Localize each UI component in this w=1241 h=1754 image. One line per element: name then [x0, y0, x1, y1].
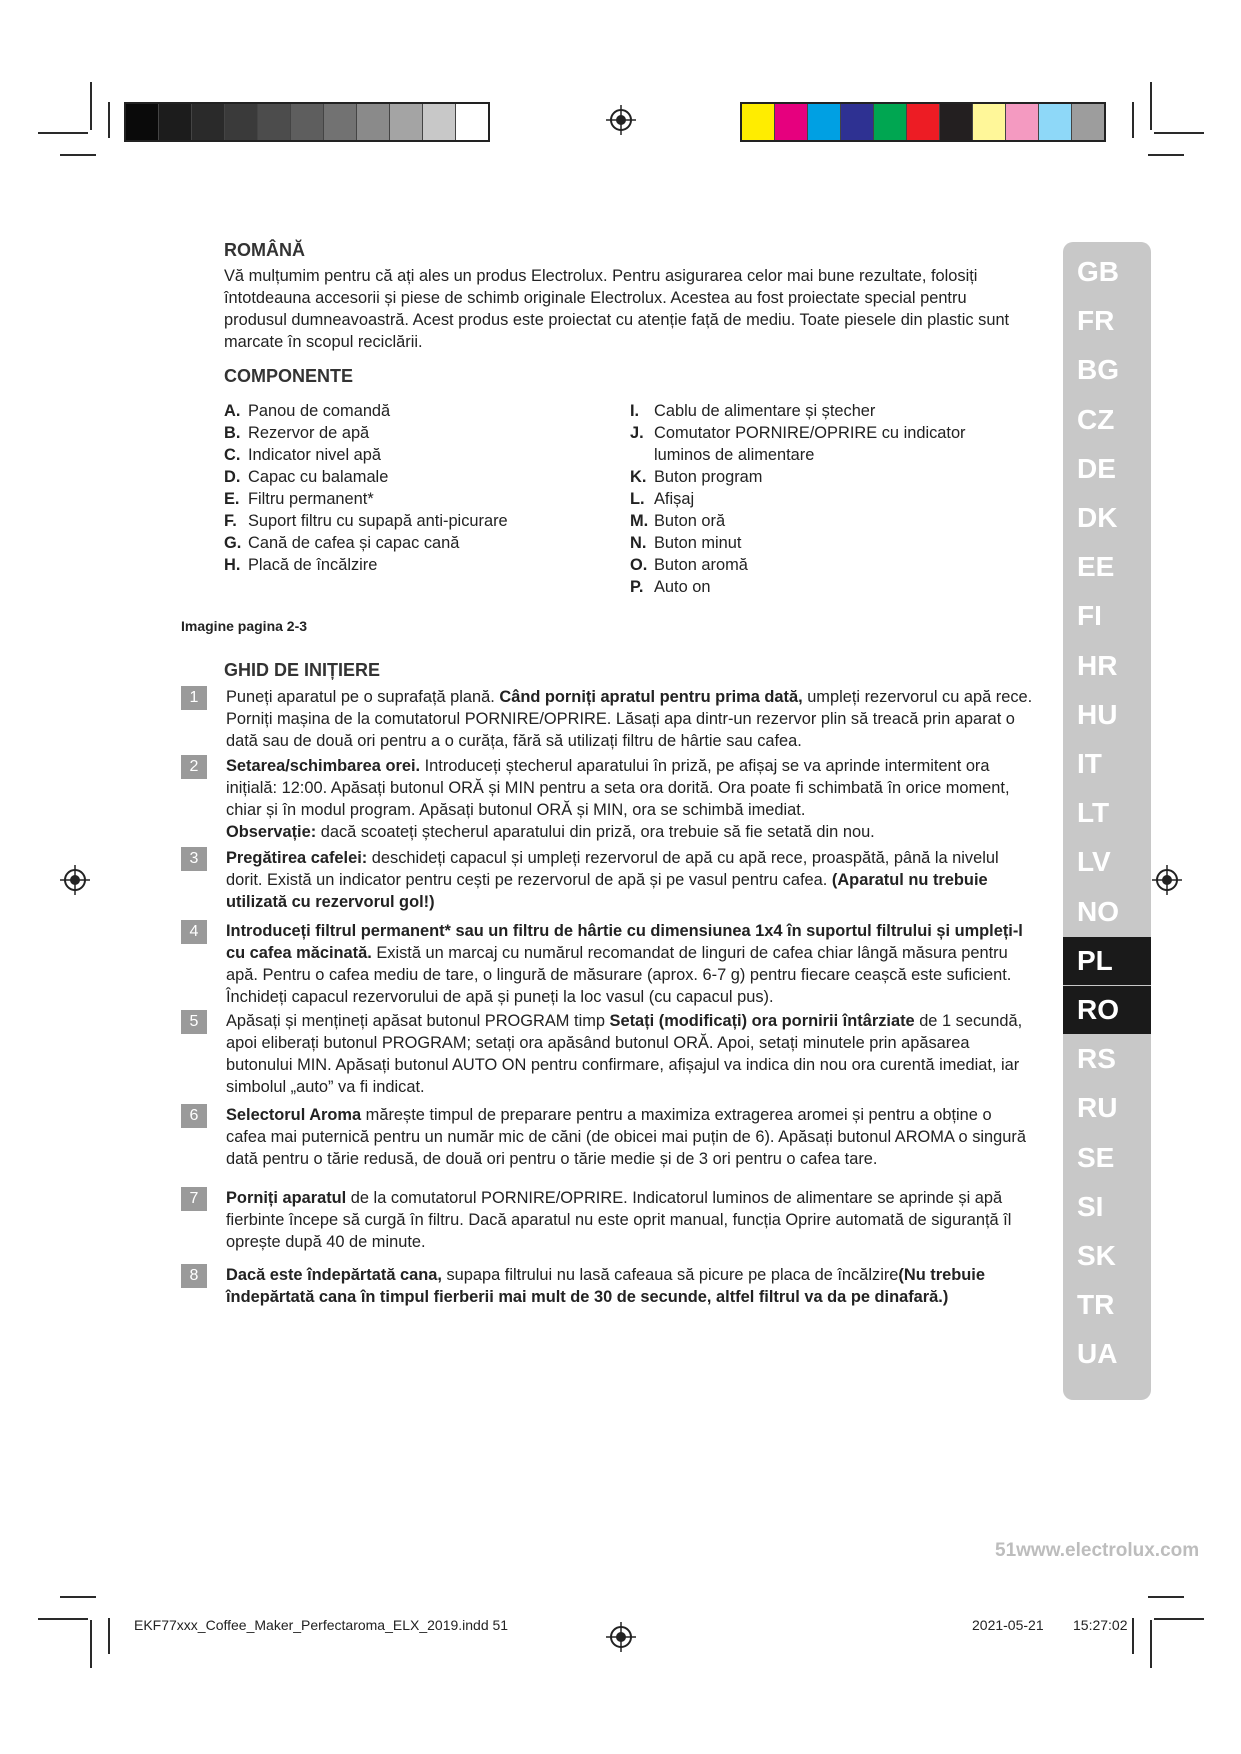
language-tab-sk[interactable]: SK: [1077, 1240, 1116, 1271]
language-tab-lv[interactable]: LV: [1077, 846, 1111, 877]
color-swatch: [940, 104, 973, 140]
component-key: F.: [224, 512, 237, 530]
color-swatch: [126, 104, 159, 140]
component-key: B.: [224, 424, 241, 442]
component-item: [224, 554, 604, 576]
component-key: I.: [630, 402, 640, 420]
component-label: Buton oră: [654, 512, 726, 530]
step-body-text: de la comutatorul PORNIRE/OPRIRE. Indicatorul luminos de alimentare se aprinde și apă fierbinte începe să curgă în filtru. Dacă aparatul nu este oprit manual, funcția Oprire automată de siguranță îl oprește după 40 de minute.: [226, 1189, 1012, 1251]
crop-mark: [1150, 82, 1152, 130]
crop-mark: [1154, 132, 1204, 134]
component-key: A.: [224, 402, 241, 420]
component-key: D.: [224, 468, 241, 486]
process-color-bar: [740, 102, 1106, 142]
step-bold-note: (Aparatul nu trebuie utilizată cu rezervorul gol!): [226, 871, 988, 911]
crop-mark: [60, 1596, 96, 1598]
component-label: Indicator nivel apă: [248, 446, 382, 464]
language-tab-it[interactable]: IT: [1077, 748, 1102, 779]
crop-mark: [1150, 1620, 1152, 1668]
component-key: L.: [630, 490, 645, 508]
component-item: [630, 510, 1000, 532]
registration-mark-icon: [606, 1622, 636, 1652]
color-swatch: [291, 104, 324, 140]
step-text: [226, 686, 1033, 752]
color-swatch: [973, 104, 1006, 140]
crop-mark: [1132, 1618, 1134, 1654]
step-bold-text: Dacă este îndepărtată cana,: [226, 1266, 442, 1284]
step-text: [226, 1104, 1033, 1170]
language-tab-bg[interactable]: BG: [1077, 354, 1119, 385]
guide-title: GHID DE INIȚIERE: [224, 660, 381, 680]
crop-mark: [90, 1620, 92, 1668]
footer-date: 2021-05-21: [972, 1617, 1044, 1633]
step-pre-text: Apăsați și mențineți apăsat butonul PROGRAM timp: [226, 1012, 610, 1030]
step-body-text: mărește timpul de preparare pentru a maximiza extragerea aromei și pentru a obține o cafea mai puternică pentru un număr mic de căni (de obicei mai puțin de 6). Apăsați butonul AROMA o singură dată pentru o tărie redusă, de două ori pentru o tărie medie și de 3 ori pentru o cafea tare.: [226, 1106, 1026, 1168]
guide-step: [181, 920, 1033, 1008]
crop-mark: [90, 82, 92, 130]
component-key: M.: [630, 512, 649, 530]
step-note-label: Observație:: [226, 823, 317, 841]
step-bold-text: Introduceți filtrul permanent* sau un filtru de hârtie cu dimensiunea 1x4 în suportul filtrului și umpleți-l cu cafea măcinată.: [226, 922, 1023, 962]
step-number-badge: 3: [181, 847, 207, 871]
language-tab-cz[interactable]: CZ: [1077, 404, 1115, 435]
image-note: Imagine pagina 2-3: [181, 618, 308, 634]
component-label: Placă de încălzire: [248, 556, 378, 574]
crop-mark: [1148, 154, 1184, 156]
color-swatch: [423, 104, 456, 140]
language-tab-ua[interactable]: UA: [1077, 1338, 1118, 1369]
guide-step: [181, 1264, 1033, 1308]
language-tab-tr[interactable]: TR: [1077, 1289, 1115, 1320]
component-label: Auto on: [654, 578, 711, 596]
language-tab-no[interactable]: NO: [1077, 896, 1119, 927]
component-item: [224, 400, 604, 422]
guide-step: [181, 1187, 1033, 1253]
color-swatch: [874, 104, 907, 140]
language-tab-gb[interactable]: GB: [1077, 256, 1119, 287]
component-item: [224, 488, 604, 510]
crop-mark: [38, 1618, 88, 1620]
components-title: COMPONENTE: [224, 366, 354, 386]
guide-step: [181, 686, 1033, 752]
component-item: [224, 422, 604, 444]
guide-step: [181, 1010, 1033, 1098]
step-text: [226, 847, 1033, 913]
component-item: [224, 510, 604, 532]
component-label: Buton program: [654, 468, 763, 486]
component-key: O.: [630, 556, 648, 574]
component-label: Capac cu balamale: [248, 468, 389, 486]
step-bold-note: (Nu trebuie îndepărtată cana în timpul fierberii mai mult de 30 de secunde, altfel filtrul va da pe dinafară.): [226, 1266, 985, 1306]
language-tab-si[interactable]: SI: [1077, 1191, 1104, 1222]
registration-mark-icon: [1152, 865, 1182, 895]
color-swatch: [742, 104, 775, 140]
language-tab-rs[interactable]: RS: [1077, 1043, 1116, 1074]
step-bold-text: Setarea/schimbarea orei.: [226, 757, 421, 775]
component-label: Buton minut: [654, 534, 742, 552]
step-text: [226, 755, 1033, 843]
section-title: ROMÂNĂ: [224, 240, 305, 260]
color-swatch: [225, 104, 258, 140]
crop-mark: [1148, 1596, 1184, 1598]
step-number-badge: 2: [181, 755, 207, 779]
step-text: [226, 920, 1033, 1008]
language-tab-fr[interactable]: FR: [1077, 305, 1115, 336]
color-swatch: [192, 104, 225, 140]
color-swatch: [1006, 104, 1039, 140]
guide-step: [181, 847, 1033, 913]
language-tab-ee[interactable]: EE: [1077, 551, 1115, 582]
website-url: 51www.electrolux.com: [995, 1540, 1200, 1561]
crop-mark: [38, 132, 88, 134]
component-label: Filtru permanent*: [248, 490, 374, 508]
color-swatch: [1072, 104, 1104, 140]
color-swatch: [775, 104, 808, 140]
color-swatch: [1039, 104, 1072, 140]
component-label: Panou de comandă: [248, 402, 391, 420]
registration-mark-icon: [606, 105, 636, 135]
component-item: [630, 466, 1000, 488]
color-swatch: [456, 104, 488, 140]
guide-step: [181, 1104, 1033, 1170]
component-key: J.: [630, 424, 644, 442]
component-item: [630, 400, 1000, 422]
step-bold-text: Când porniți apratul pentru prima dată,: [499, 688, 803, 706]
step-number-badge: 4: [181, 920, 207, 944]
component-key: N.: [630, 534, 647, 552]
crop-mark: [108, 1618, 110, 1654]
step-number-badge: 7: [181, 1187, 207, 1211]
component-item: [630, 422, 1000, 466]
language-tab-ru[interactable]: RU: [1077, 1092, 1118, 1123]
language-tab-pl[interactable]: PL: [1063, 937, 1151, 985]
step-body-text: de 1 secundă, apoi eliberați butonul PROGRAM; setați ora apăsând butonul ORĂ. Apoi, setați minutele prin apăsarea butonului MIN. Apăsați butonul AUTO ON pentru confirmare, afișajul va indica din nou ora curentă imediat, iar simbolul „auto” va fi indicat.: [226, 1012, 1023, 1096]
language-tab-hr[interactable]: HR: [1077, 650, 1118, 681]
step-pre-text: Puneți aparatul pe o suprafață plană.: [226, 688, 500, 706]
step-number-badge: 8: [181, 1264, 207, 1288]
step-bold-text: Porniți aparatul: [226, 1189, 347, 1207]
language-tab-hu[interactable]: HU: [1077, 699, 1118, 730]
crop-mark: [1154, 1618, 1204, 1620]
step-text: [226, 1010, 1033, 1098]
color-swatch: [907, 104, 940, 140]
step-text: [226, 1264, 1033, 1308]
component-label: Comutator PORNIRE/OPRIRE cu indicator luminos de alimentare: [654, 424, 966, 464]
grayscale-color-bar: [124, 102, 490, 142]
color-swatch: [357, 104, 390, 140]
step-body-text: deschideți capacul și umpleți rezervorul de apă cu apă rece, proaspătă, până la nivelul dorit. Există un indicator pentru cești pe rezervorul de apă și pe vasul pentru cafea.: [226, 849, 999, 889]
step-bold-text: Pregătirea cafelei:: [226, 849, 368, 867]
crop-mark: [108, 102, 110, 138]
registration-mark-icon: [60, 865, 90, 895]
components-list-left: [224, 400, 604, 576]
component-key: G.: [224, 534, 242, 552]
component-label: Buton aromă: [654, 556, 748, 574]
component-item: [224, 466, 604, 488]
crop-mark: [60, 154, 96, 156]
component-key: P.: [630, 578, 644, 596]
color-swatch: [159, 104, 192, 140]
color-swatch: [390, 104, 423, 140]
component-key: C.: [224, 446, 241, 464]
component-key: H.: [224, 556, 241, 574]
step-number-badge: 5: [181, 1010, 207, 1034]
component-item: [630, 532, 1000, 554]
step-number-badge: 6: [181, 1104, 207, 1128]
component-item: [224, 532, 604, 554]
component-label: Cană de cafea și capac cană: [248, 534, 460, 552]
component-item: [630, 576, 1000, 598]
footer-time: 15:27:02: [1073, 1617, 1128, 1633]
language-tab-lt[interactable]: LT: [1077, 797, 1110, 828]
step-number-badge: 1: [181, 686, 207, 710]
step-bold-text: Selectorul Aroma: [226, 1106, 362, 1124]
color-swatch: [324, 104, 357, 140]
language-tab-fi[interactable]: FI: [1077, 600, 1102, 631]
component-label: Rezervor de apă: [248, 424, 370, 442]
step-body-text: Introduceți ștecherul aparatului în priză, pe afișaj se va aprinde intermitent ora inițială: 12:00. Apăsați butonul ORĂ și MIN pentru a seta ora dorită. Ora poate fi schimbată în orice moment, chiar și în modul program. Apăsați butonul ORĂ și MIN, ora se schimbă imediat.: [226, 757, 1010, 819]
component-label: Cablu de alimentare și ștecher: [654, 402, 876, 420]
component-label: Suport filtru cu supapă anti-picurare: [248, 512, 508, 530]
component-item: [224, 444, 604, 466]
step-text: [226, 1187, 1033, 1253]
footer-filename: EKF77xxx_Coffee_Maker_Perfectaroma_ELX_2019.indd 51: [134, 1617, 509, 1633]
language-tab-dk[interactable]: DK: [1077, 502, 1118, 533]
step-bold-text: Setați (modificați) ora pornirii întârziate: [609, 1012, 915, 1030]
step-body-text: supapa filtrului nu lasă cafeaua să picure pe placa de încălzire: [441, 1266, 899, 1284]
crop-mark: [1132, 102, 1134, 138]
color-swatch: [841, 104, 874, 140]
step-note-text: dacă scoateți ștecherul aparatului din priză, ora trebuie să fie setată din nou.: [316, 823, 875, 841]
step-body-text: umpleți rezervorul cu apă rece. Porniți mașina de la comutatorul PORNIRE/OPRIRE. Lăsați apa dintr-un rezervor plin să treacă prin aparat o dată sau de două ori pentru a o curăța, fără să utilizați filtru de hârtie sau cafea.: [226, 688, 1033, 750]
component-label: Afișaj: [654, 490, 695, 508]
guide-step: [181, 755, 1033, 843]
step-body-text: Există un marcaj cu numărul recomandat de linguri de cafea chiar lângă măsura pentru apă. Pentru o cafea mediu de tare, o lingură de măsurare (aprox. 6-7 g) pentru fiecare ceașcă este suficient. Închideți capacul rezervorului de apă și puneți la loc vasul (cu capacul pus).: [226, 944, 1012, 1006]
intro-paragraph: Vă mulțumim pentru că ați ales un produs Electrolux. Pentru asigurarea celor mai bune rezultate, folosiți întotdeauna accesorii și piese de schimb originale Electrolux. Acestea au fost proiectate special pentru produsul dumneavoastră. Acest produs este proiectat cu atenție față de mediu. Toate piesele din plastic sunt marcate în scopul reciclării.: [224, 267, 1010, 351]
language-tab-de[interactable]: DE: [1077, 453, 1116, 484]
color-swatch: [258, 104, 291, 140]
component-item: [630, 488, 1000, 510]
language-tab-se[interactable]: SE: [1077, 1142, 1115, 1173]
language-tab-ro[interactable]: RO: [1063, 986, 1151, 1034]
component-item: [630, 554, 1000, 576]
component-key: K.: [630, 468, 647, 486]
component-key: E.: [224, 490, 240, 508]
color-swatch: [808, 104, 841, 140]
components-list-right: [630, 400, 1000, 598]
